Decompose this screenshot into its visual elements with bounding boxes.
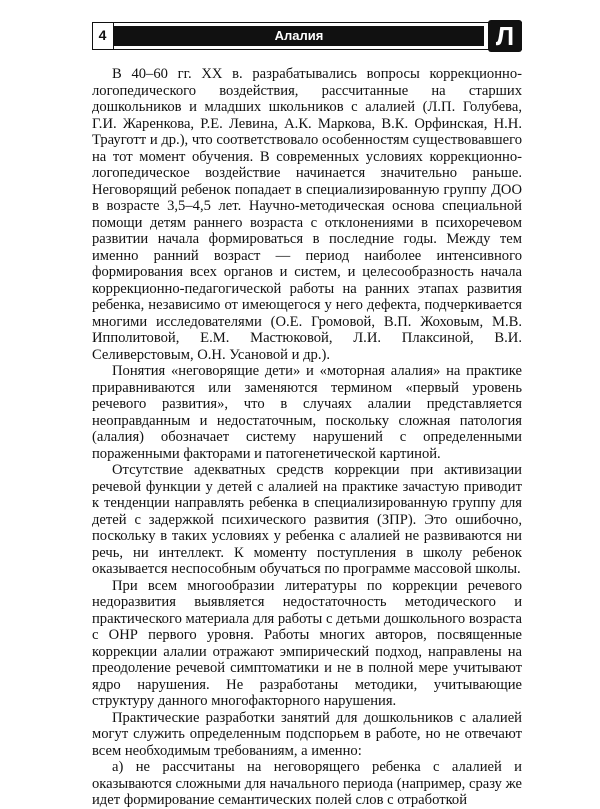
section-letter-tab: Л bbox=[488, 20, 522, 52]
paragraph: Практические разработки занятий для дошкольников с алалией могут служить определенным подспорьем в работе, но не отвечают всем необходимым требованиям, а именно: bbox=[92, 709, 522, 759]
body-text bbox=[92, 66, 522, 809]
paragraph: а) не рассчитаны на неговорящего ребенка с алалией и оказываются сложными для начального периода (например, сразу же идет формирование семантических полей слов с отработкой bbox=[92, 759, 522, 808]
running-header bbox=[92, 22, 522, 50]
page-number: 4 bbox=[92, 22, 114, 50]
chapter-title: Алалия bbox=[114, 26, 484, 46]
paragraph: Отсутствие адекватных средств коррекции при активизации речевой функции у детей с алалией на практике зачастую приводит к тенденции направлять ребенка в специализированную группу для детей с задержкой психического развития (ЗПР). Это ошибочно, поскольку в таких условиях у ребенка с алалией не развиваются ни речь, ни интеллект. К моменту поступления в школу ребенок оказывается неспособным обучаться по программе массовой школы. bbox=[92, 462, 522, 577]
paragraph: Понятия «неговорящие дети» и «моторная алалия» на практике приравниваются или заменяются термином «первый уровень речевого развития», что в случаях алалии представляется неоправданным и недостаточным, поскольку сложная патология (алалия) обозначает систему нарушений с определенными пораженными факторами и патогенетической картиной. bbox=[92, 363, 522, 462]
paragraph: В 40–60 гг. XX в. разрабатывались вопросы коррекционно-логопедического воздействия, рассчитанные на старших дошкольников и младших школьников с алалией (Л.П. Голубева, Г.И. Жаренкова, Р.Е. Левина, А.К. Маркова, В.К. Орфинская, Н.Н. Трауготт и др.), что соответствовало особенностям существовавшего на тот момент обучения. В современных условиях коррекционно-логопедическое воздействие начинается значительно раньше. Неговорящий ребенок попадает в специализированную группу ДОО в возрасте 3,5–4,5 лет. Научно-методическая основа специальной помощи детям раннего возраста с отклонениями в психоречевом развитии начала формироваться в последние годы. Между тем именно ранний возраст — период наиболее интенсивного формирования всех органов и систем, и целесообразность начала коррекционно-педагогической работы на ранних этапах развития ребенка, независимо от имеющегося у него дефекта, подчеркивается многими исследователями (О.Е. Громовой, В.П. Жоховым, М.В. Ипполитовой, Е.М. Мастюковой, Л.И. Плаксиной, В.И. Селиверстовым, О.Н. Усановой и др.). bbox=[92, 66, 522, 363]
paragraph: При всем многообразии литературы по коррекции речевого недоразвития выявляется недостаточность методического и практического материала для работы с детьми дошкольного возраста с ОНР первого уровня. Работы многих авторов, посвященные коррекции алалии отражают эмпирический подход, направлены на преодоление речевой симптоматики и не в полной мере учитывают ядро нарушения. Не разработаны методики, учитывающие структуру данного многофакторного нарушения. bbox=[92, 577, 522, 709]
